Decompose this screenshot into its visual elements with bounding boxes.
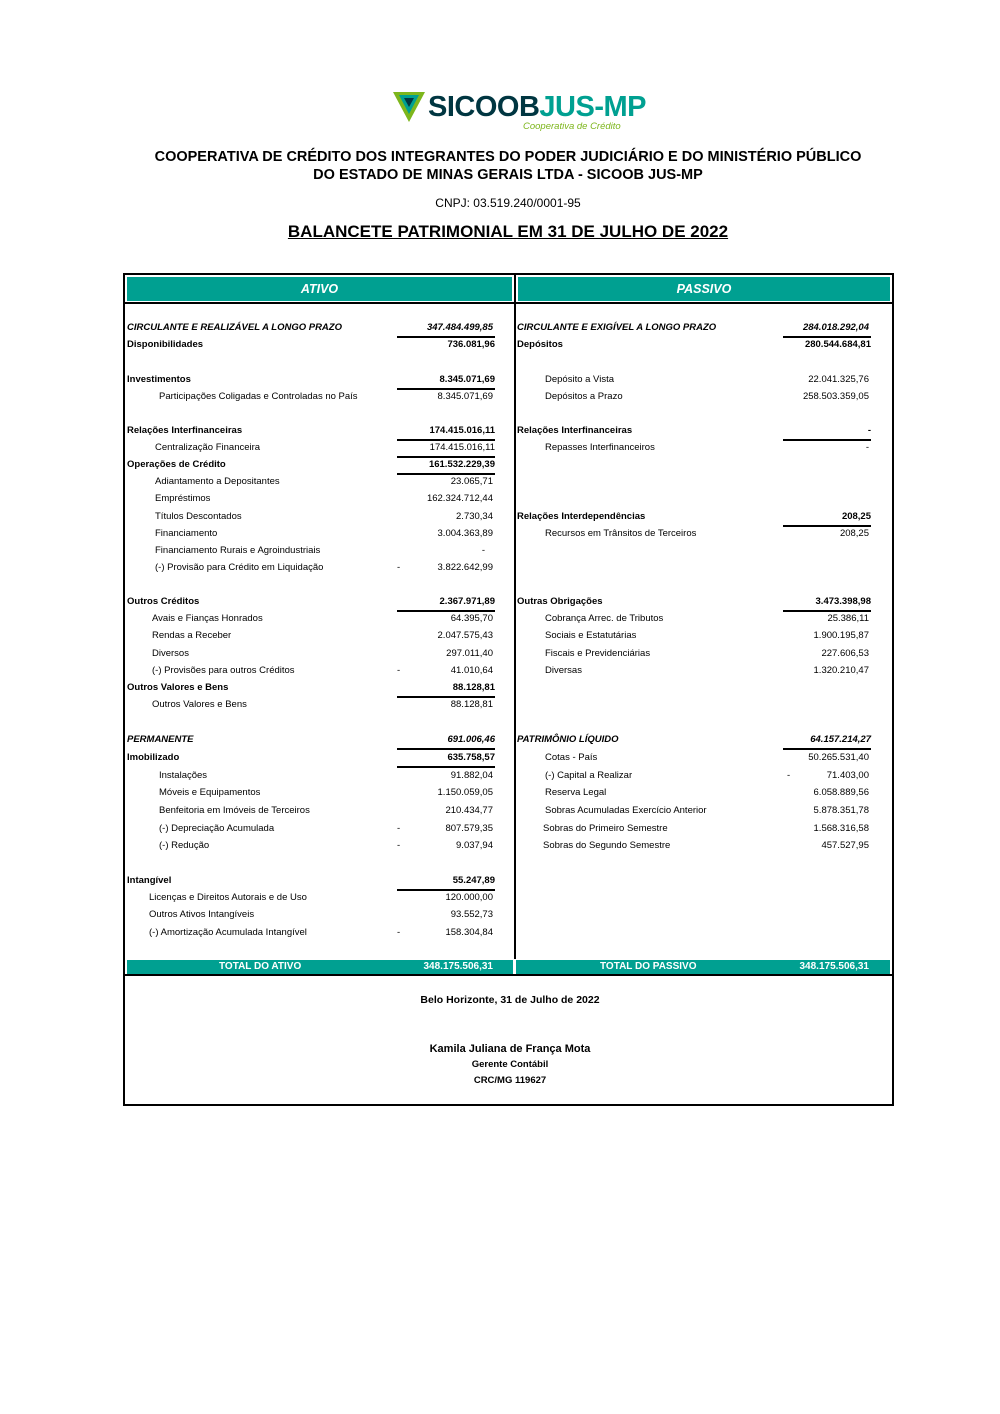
total-ativo-label: TOTAL DO ATIVO <box>219 961 302 972</box>
label: Investimentos <box>127 374 191 385</box>
value: 1.900.195,87 <box>813 630 869 641</box>
value: 1.568.316,58 <box>813 823 869 834</box>
value: 807.579,35 <box>445 823 493 834</box>
label: (-) Amortização Acumulada Intangível <box>149 927 307 938</box>
ativo-fin-rurais-row <box>127 544 495 558</box>
value: - <box>783 424 871 438</box>
value: 88.128,81 <box>397 681 495 695</box>
passivo-rel-interfin-row <box>517 424 869 438</box>
value: 22.041.325,76 <box>808 374 869 385</box>
value: 3.473.398,98 <box>783 595 871 609</box>
ativo-investimentos-row <box>127 373 495 387</box>
passivo-dep-prazo-row <box>517 390 869 404</box>
negative-sign: - <box>397 823 401 834</box>
label: Outros Valores e Bens <box>152 699 247 710</box>
ativo-intangivel-row <box>127 874 495 888</box>
ativo-financiamento-row <box>127 527 495 541</box>
ativo-circulante-row <box>127 321 495 335</box>
document-title: BALANCETE PATRIMONIAL EM 31 DE JULHO DE 2022 <box>287 222 729 241</box>
ativo-header: ATIVO <box>127 277 512 301</box>
value: 88.128,81 <box>450 699 493 710</box>
value: 227.606,53 <box>821 648 869 659</box>
negative-sign: - <box>397 840 401 851</box>
label: Adiantamento a Depositantes <box>155 476 280 487</box>
value: 162.324.712,44 <box>426 493 493 504</box>
total-passivo-bar <box>516 960 890 974</box>
label: (-) Capital a Realizar <box>545 770 633 781</box>
label: Avais e Fianças Honrados <box>152 613 263 624</box>
ativo-titulos-row <box>127 510 495 524</box>
label: Sobras Acumuladas Exercício Anterior <box>545 805 707 816</box>
label: (-) Depreciação Acumulada <box>159 823 275 834</box>
value: 9.037,94 <box>456 840 493 851</box>
label: Operações de Crédito <box>127 459 226 470</box>
passivo-sobras-2-row <box>517 839 869 853</box>
label: Relações Interfinanceiras <box>517 425 633 436</box>
value: 6.058.889,56 <box>813 787 869 798</box>
ativo-reducao-row <box>127 839 495 853</box>
label: CIRCULANTE E REALIZÁVEL A LONGO PRAZO <box>127 322 342 333</box>
value: 1.150.059,05 <box>437 787 493 798</box>
label: (-) Redução <box>159 840 210 851</box>
ativo-outros-creditos-row <box>127 595 495 609</box>
sicoob-logo <box>392 90 646 134</box>
label: Outros Valores e Bens <box>127 682 229 693</box>
value: 64.157.214,27 <box>783 733 871 747</box>
passivo-cobranca-row <box>517 612 869 626</box>
ativo-depreciacao-row <box>127 822 495 836</box>
label: PERMANENTE <box>127 734 194 745</box>
value: 280.544.684,81 <box>783 338 871 352</box>
value: 23.065,71 <box>450 476 493 487</box>
passivo-reserva-row <box>517 786 869 800</box>
label: Reserva Legal <box>545 787 607 798</box>
ativo-rel-interfin-row <box>127 424 495 438</box>
ativo-moveis-row <box>127 786 495 800</box>
label: Relações Interfinanceiras <box>127 425 243 436</box>
value: 71.403,00 <box>826 770 869 781</box>
value: 25.386,11 <box>827 613 869 624</box>
passivo-capital-row <box>517 769 869 783</box>
label: Imobilizado <box>127 752 180 763</box>
ativo-licencas-row <box>127 891 495 905</box>
value: 50.265.531,40 <box>808 752 869 763</box>
value: 41.010,64 <box>450 665 493 676</box>
value: 3.822.642,99 <box>437 562 493 573</box>
total-passivo-label: TOTAL DO PASSIVO <box>600 961 697 972</box>
label: Intangível <box>127 875 172 886</box>
label: PATRIMÔNIO LÍQUIDO <box>517 734 619 745</box>
value: 2.730,34 <box>456 511 493 522</box>
value: - <box>481 545 485 556</box>
passivo-fiscais-row <box>517 647 869 661</box>
label: Repasses Interfinanceiros <box>545 442 655 453</box>
label: Depósito a Vista <box>545 374 615 385</box>
value: 258.503.359,05 <box>802 391 869 402</box>
value: 691.006,46 <box>397 733 495 747</box>
passivo-circulante-row <box>517 321 869 335</box>
value: 2.367.971,89 <box>397 595 495 609</box>
value: 2.047.575,43 <box>437 630 493 641</box>
cooperative-name-line1: COOPERATIVA DE CRÉDITO DOS INTEGRANTES DO PODER JUDICIÁRIO E DO MINISTÉRIO PÚBLICO <box>154 149 862 165</box>
negative-sign: - <box>787 770 791 781</box>
balance-sheet-table <box>123 273 894 1106</box>
signatory-name: Kamila Juliana de França Mota <box>429 1043 591 1055</box>
logo-wordmark: SICOOBJUS-MP <box>428 91 646 123</box>
passivo-sociais-row <box>517 629 869 643</box>
label: Títulos Descontados <box>155 511 242 522</box>
label: Depósitos a Prazo <box>545 391 623 402</box>
passivo-patrimonio-row <box>517 733 869 747</box>
cooperative-name-line2: DO ESTADO DE MINAS GERAIS LTDA - SICOOB JUS-MP <box>313 167 703 183</box>
passivo-sobras-1-row <box>517 822 869 836</box>
value: 347.484.499,85 <box>426 322 493 333</box>
value: 120.000,00 <box>445 892 493 903</box>
label: Centralização Financeira <box>155 442 261 453</box>
passivo-depositos-row <box>517 338 869 352</box>
signatory-crc: CRC/MG 119627 <box>473 1075 547 1086</box>
ativo-outros-valores-row <box>127 681 495 695</box>
value: 1.320.210,47 <box>813 665 869 676</box>
label: Fiscais e Previdenciárias <box>545 648 651 659</box>
value: 174.415.016,11 <box>397 424 495 438</box>
value: 736.081,96 <box>397 338 495 352</box>
negative-sign: - <box>397 665 401 676</box>
label: Participações Coligadas e Controladas no País <box>159 391 358 402</box>
totals-divider <box>125 974 892 976</box>
value: 55.247,89 <box>397 874 495 888</box>
value: 64.395,70 <box>450 613 493 624</box>
label: Disponibilidades <box>127 339 204 350</box>
label: Recursos em Trânsitos de Terceiros <box>545 528 697 539</box>
ativo-imobilizado-row <box>127 751 495 765</box>
label: Cotas - País <box>545 752 598 763</box>
ativo-outros-valores-sub-row <box>127 698 495 712</box>
label: (-) Provisão para Crédito em Liquidação <box>155 562 324 573</box>
ativo-centralizacao-row <box>127 441 495 455</box>
passivo-dep-vista-row <box>517 373 869 387</box>
value: 161.532.229,39 <box>397 458 495 472</box>
ativo-avais-row <box>127 612 495 626</box>
value: 457.527,95 <box>821 840 869 851</box>
total-ativo-value: 348.175.506,31 <box>423 961 493 972</box>
total-ativo-bar <box>127 960 513 974</box>
ativo-rendas-row <box>127 629 495 643</box>
label: Financiamento Rurais e Agroindustriais <box>155 545 321 556</box>
ativo-amortizacao-row <box>127 926 495 940</box>
ativo-op-credito-row <box>127 458 495 472</box>
label: Relações Interdependências <box>517 511 646 522</box>
ativo-provisoes-outros-row <box>127 664 495 678</box>
ativo-disponibilidades-row <box>127 338 495 352</box>
passivo-repasses-row <box>517 441 869 455</box>
cooperative-name <box>0 148 1000 184</box>
label: Outros Créditos <box>127 596 200 607</box>
label: Sociais e Estatutárias <box>545 630 637 641</box>
passivo-header: PASSIVO <box>518 277 890 301</box>
ativo-outros-intang-row <box>127 908 495 922</box>
label: Diversas <box>545 665 582 676</box>
label: Outras Obrigações <box>517 596 603 607</box>
value: 284.018.292,04 <box>802 322 869 333</box>
label: Empréstimos <box>155 493 211 504</box>
logo-emblem-icon <box>392 90 426 124</box>
label: Cobrança Arrec. de Tributos <box>545 613 664 624</box>
passivo-sobras-ant-row <box>517 804 869 818</box>
label: Financiamento <box>155 528 218 539</box>
label: Móveis e Equipamentos <box>159 787 261 798</box>
place-date: Belo Horizonte, 31 de Julho de 2022 <box>420 994 600 1006</box>
value: 8.345.071,69 <box>437 391 493 402</box>
ativo-permanente-row <box>127 733 495 747</box>
label: Depósitos <box>517 339 563 350</box>
label: Diversos <box>152 648 189 659</box>
cnpj: CNPJ: 03.519.240/0001-95 <box>435 196 581 210</box>
ativo-benfeitoria-row <box>127 804 495 818</box>
label: Rendas a Receber <box>152 630 232 641</box>
signatory-role: Gerente Contábil <box>471 1059 549 1070</box>
value: 158.304,84 <box>445 927 493 938</box>
ativo-adiantamento-row <box>127 475 495 489</box>
total-passivo-value: 348.175.506,31 <box>799 961 869 972</box>
label: Instalações <box>159 770 208 781</box>
ativo-instalacoes-row <box>127 769 495 783</box>
value: 297.011,40 <box>446 648 493 659</box>
value: 174.415.016,11 <box>397 441 495 455</box>
value: 210.434,77 <box>445 805 493 816</box>
value: 5.878.351,78 <box>813 805 869 816</box>
column-divider <box>514 275 516 959</box>
value: 3.004.363,89 <box>437 528 493 539</box>
value: - <box>865 442 869 453</box>
value: 91.882,04 <box>450 770 493 781</box>
value: 635.758,57 <box>397 751 495 765</box>
negative-sign: - <box>397 927 401 938</box>
ativo-diversos-row <box>127 647 495 661</box>
passivo-outras-obrig-row <box>517 595 869 609</box>
passivo-diversas-row <box>517 664 869 678</box>
label: CIRCULANTE E EXIGÍVEL A LONGO PRAZO <box>517 322 717 333</box>
label: Outros Ativos Intangíveis <box>149 909 255 920</box>
passivo-cotas-row <box>517 751 869 765</box>
ativo-provisao-cred-row <box>127 561 495 575</box>
label: Sobras do Segundo Semestre <box>543 840 671 851</box>
header-divider <box>125 302 892 304</box>
value: 208,25 <box>839 528 869 539</box>
label: (-) Provisões para outros Créditos <box>152 665 295 676</box>
label: Benfeitoria em Imóveis de Terceiros <box>159 805 310 816</box>
passivo-rel-interdep-row <box>517 510 869 524</box>
value: 93.552,73 <box>450 909 493 920</box>
label: Licenças e Direitos Autorais e de Uso <box>149 892 307 903</box>
value: 8.345.071,69 <box>397 373 495 387</box>
passivo-recursos-row <box>517 527 869 541</box>
value: 208,25 <box>783 510 871 524</box>
label: Sobras do Primeiro Semestre <box>543 823 668 834</box>
negative-sign: - <box>397 562 401 573</box>
ativo-emprestimos-row <box>127 492 495 506</box>
ativo-participacoes-row <box>127 390 495 404</box>
logo-subtitle: Cooperativa de Crédito <box>523 121 621 132</box>
